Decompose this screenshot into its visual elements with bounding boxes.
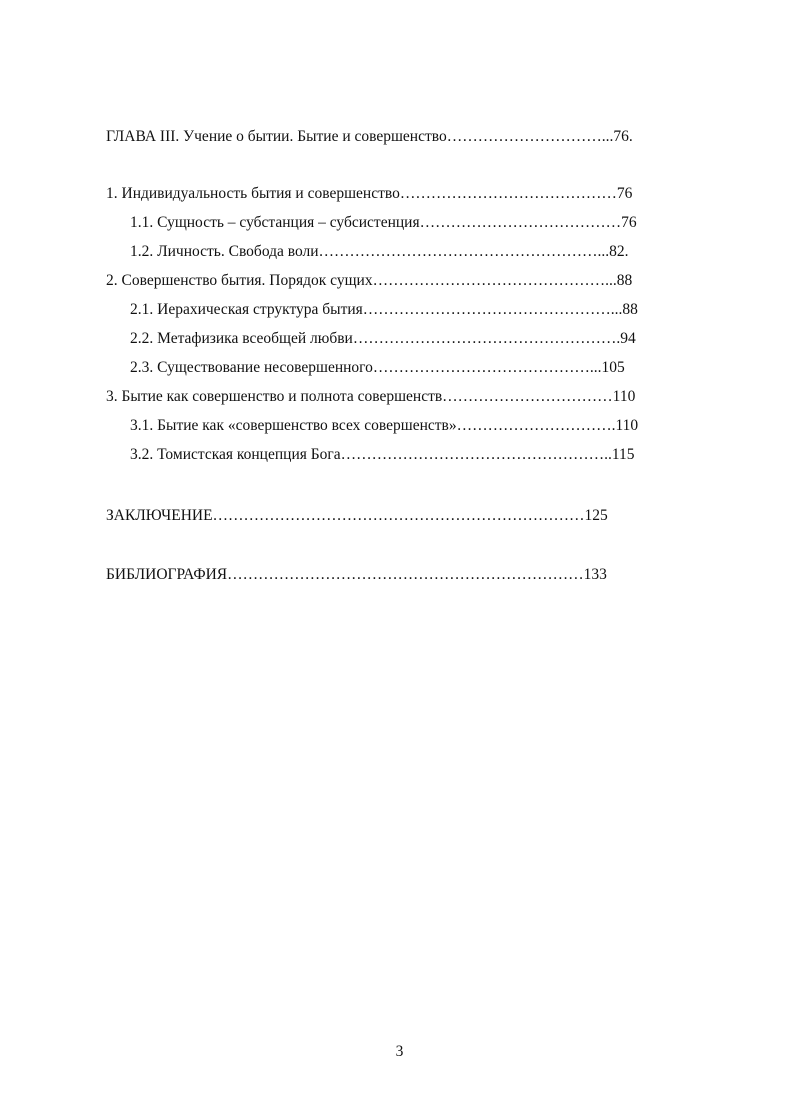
toc-item-text: 2.3. Существование несовершенного……………………………………...105 (130, 359, 625, 376)
toc-item-2-2 (130, 329, 636, 349)
page-number: 3 (395, 1043, 404, 1060)
toc-chapter-3 (106, 127, 633, 147)
toc-item-text: 1.1. Сущность – субстанция – субсистенция…………………………………76 (130, 214, 637, 231)
toc-item-text: 3. Бытие как совершенство и полнота совершенств……………………………110 (106, 388, 636, 405)
toc-conclusion-text: ЗАКЛЮЧЕНИЕ………………………………………………………………125 (106, 507, 608, 524)
toc-item-1-2 (130, 242, 629, 262)
toc-item-2-1 (130, 300, 638, 320)
toc-conclusion (106, 506, 608, 526)
toc-item-text: 2.1. Иерахическая структура бытия…………………………………………...88 (130, 301, 638, 318)
toc-item-text: 2. Совершенство бытия. Порядок сущих………………………………………...88 (106, 272, 633, 289)
toc-bibliography-text: БИБЛИОГРАФИЯ……………………………………………………………133 (106, 566, 607, 583)
toc-item-2-3 (130, 358, 625, 378)
toc-item-2 (106, 271, 632, 291)
toc-item-text: 3.1. Бытие как «совершенство всех совершенств»………………………….110 (130, 417, 639, 434)
toc-bibliography (106, 565, 607, 585)
toc-item-3 (106, 387, 635, 407)
toc-item-text: 2.2. Метафизика всеобщей любви…………………………………………….94 (130, 330, 636, 347)
toc-item-text: 1.2. Личность. Свобода воли………………………………………………...82. (130, 243, 629, 260)
toc-chapter-3-text: ГЛАВА III. Учение о бытии. Бытие и совершенство…………………………...76. (106, 128, 633, 145)
toc-item-1 (106, 184, 632, 204)
toc-item-3-2 (130, 445, 635, 465)
toc-item-text: 3.2. Томистская концепция Бога……………………………………………..115 (130, 446, 635, 463)
toc-item-text: 1. Индивидуальность бытия и совершенство……………………………………76 (106, 185, 633, 202)
toc-item-3-1 (130, 416, 638, 436)
toc-item-1-1 (130, 213, 637, 233)
